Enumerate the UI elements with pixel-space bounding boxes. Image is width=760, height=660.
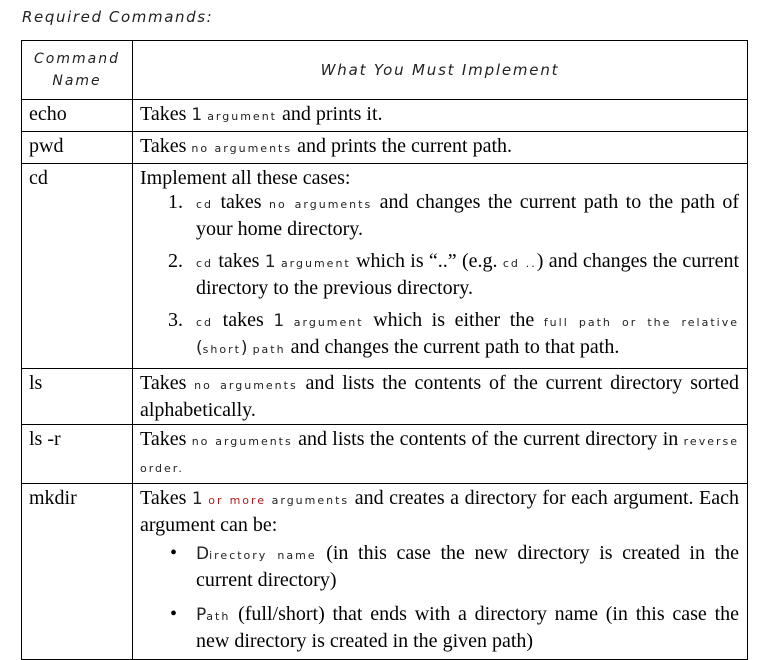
paren: ( <box>196 338 203 358</box>
table-row-ls <box>22 369 748 425</box>
column-header-line: Name <box>52 73 102 89</box>
command-name: mkdir <box>22 484 133 660</box>
bullet: • <box>170 542 178 564</box>
term: short <box>202 343 241 356</box>
table-row-pwd <box>22 132 748 164</box>
term: no arguments <box>269 198 373 211</box>
text: takes <box>222 309 264 331</box>
paragraph <box>140 486 739 537</box>
text: takes <box>220 191 262 213</box>
paren: ) <box>240 338 248 358</box>
list-item <box>140 190 739 241</box>
command-description <box>133 100 748 132</box>
text: and prints it. <box>281 103 383 125</box>
command-name: ls <box>22 369 133 425</box>
command-description <box>133 132 748 164</box>
term: argument <box>293 316 364 329</box>
number: 1 <box>191 105 203 125</box>
column-header-implementation: What You Must Implement <box>133 41 748 100</box>
text: (in this case the new directory is created in the current directory) <box>196 542 740 591</box>
text: and prints the current path. <box>297 135 513 157</box>
term: ath <box>206 610 231 623</box>
table-row-cd <box>22 164 748 369</box>
number: 1 <box>273 311 285 331</box>
text: Takes <box>140 487 187 509</box>
command-name: ls -r <box>22 425 133 484</box>
number: 1 <box>191 489 203 509</box>
code: cd <box>196 316 214 329</box>
command-description <box>133 425 748 484</box>
bullet: • <box>170 603 178 625</box>
text: and changes the current path to the path of your home directory. <box>196 191 740 240</box>
table-row-mkdir <box>22 484 748 660</box>
term: arguments <box>271 494 350 507</box>
table-row-echo <box>22 100 748 132</box>
table-row-ls-r <box>22 425 748 484</box>
code: cd <box>196 198 214 211</box>
command-name: echo <box>22 100 133 132</box>
term: or more <box>208 494 267 507</box>
text: Implement all these cases: <box>140 167 351 189</box>
term: reverse order. <box>140 435 739 475</box>
command-description <box>133 484 748 660</box>
list-number: 2. <box>168 250 183 272</box>
commands-table <box>21 40 748 660</box>
code: cd <box>196 257 214 270</box>
column-header-line: Command <box>34 51 120 67</box>
list-number: 3. <box>168 309 183 331</box>
code: cd .. <box>502 257 537 270</box>
command-description <box>133 164 748 369</box>
term: argument <box>280 257 351 270</box>
term: irectory name <box>209 549 317 562</box>
term: path <box>252 343 286 356</box>
command-name: pwd <box>22 132 133 164</box>
term: no arguments <box>194 379 298 392</box>
list-item <box>140 249 739 300</box>
text: Takes <box>140 135 187 157</box>
text: and creates a directory for each argument. Each argument can be: <box>140 487 740 536</box>
text: which is “..” (e.g. <box>356 250 498 272</box>
term: no arguments <box>191 142 293 155</box>
text: which is either the <box>373 309 535 331</box>
command-name: cd <box>22 164 133 369</box>
term: no arguments <box>191 435 293 448</box>
term: full path or the relative <box>543 316 739 329</box>
list-number: 1. <box>168 191 183 213</box>
command-description <box>133 369 748 425</box>
list-item <box>140 602 739 653</box>
text: Takes <box>140 428 187 450</box>
initial: D <box>196 544 210 564</box>
section-heading: Required Commands: <box>22 8 214 26</box>
text: and changes the current path to that path. <box>290 336 620 358</box>
number: 1 <box>264 252 276 272</box>
initial: P <box>196 605 207 625</box>
text: Takes <box>140 103 187 125</box>
term: argument <box>207 110 277 123</box>
column-header-command-name <box>22 41 133 100</box>
text: (full/short) that ends with a directory name (in this case the new directory is created in the given path) <box>196 603 739 652</box>
text: Takes <box>140 372 187 394</box>
argument-types-list <box>140 541 739 653</box>
text: ) and changes the current directory to the previous directory. <box>196 250 740 299</box>
cases-list <box>140 190 739 362</box>
table-header-row <box>22 41 748 100</box>
text: and lists the contents of the current directory sorted alphabetically. <box>140 372 739 421</box>
list-item <box>140 541 739 592</box>
text: and lists the contents of the current directory in <box>298 428 679 450</box>
text: takes <box>218 250 260 272</box>
list-item <box>140 308 739 362</box>
